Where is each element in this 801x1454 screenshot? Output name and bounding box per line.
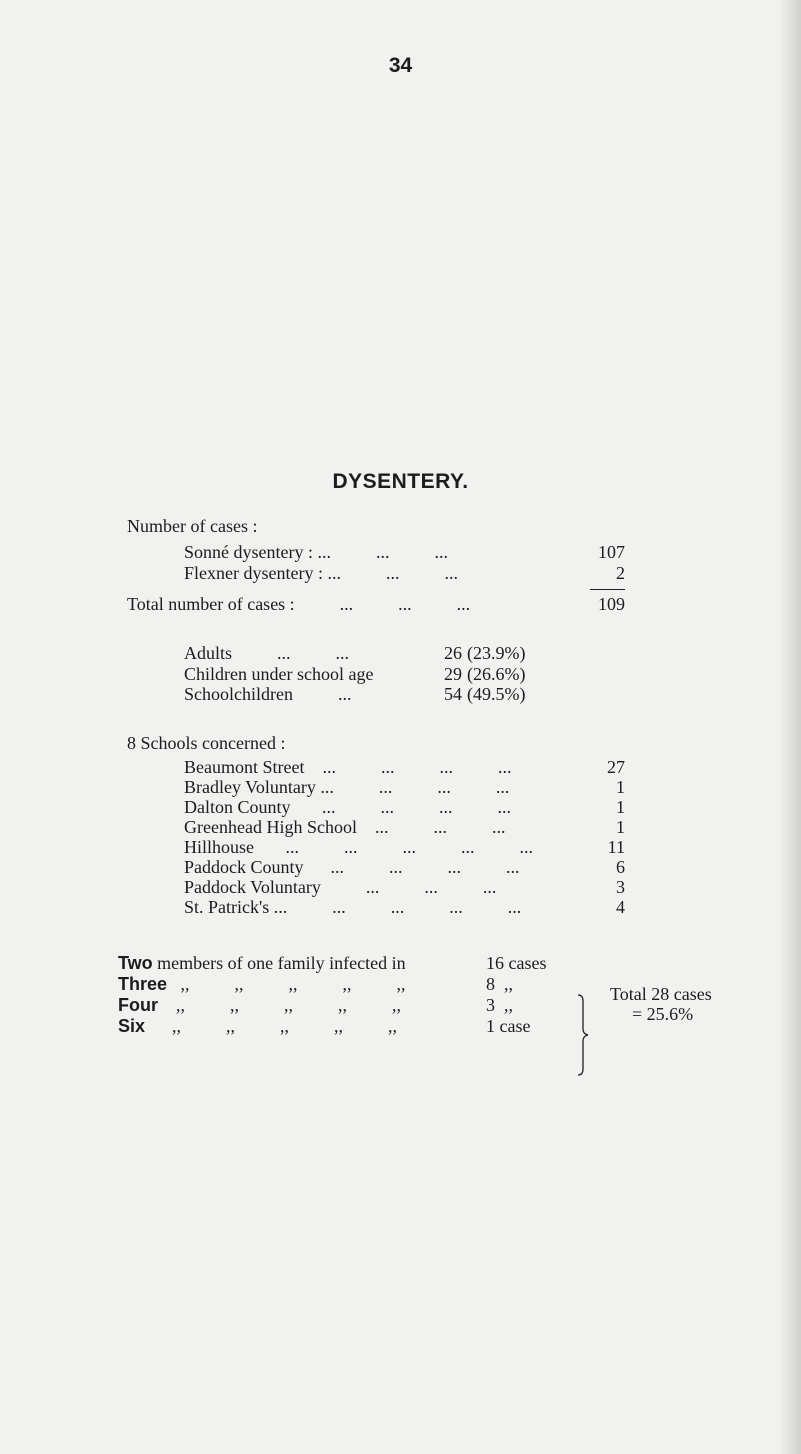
- family-total: Total 28 cases: [610, 984, 712, 1004]
- flexner-label: Flexner dysentery : ... ... ...: [184, 563, 458, 583]
- family-row-lead: Three: [118, 974, 168, 994]
- group-pct: (26.6%): [467, 664, 526, 684]
- school-value: 1: [616, 817, 625, 837]
- school-label: Dalton County ... ... ... ...: [184, 797, 511, 817]
- sum-rule: [590, 589, 625, 590]
- family-row: [118, 1016, 397, 1037]
- total-value: 109: [598, 594, 625, 614]
- school-label: Greenhead High School ... ... ...: [184, 817, 506, 837]
- group-count: 29: [444, 664, 462, 684]
- group-pct: (49.5%): [467, 684, 526, 704]
- school-value: 27: [607, 757, 625, 777]
- family-row-value: 16 cases: [486, 953, 547, 973]
- school-label: Bradley Voluntary ... ... ... ...: [184, 777, 510, 797]
- school-value: 1: [616, 777, 625, 797]
- school-label: Paddock Voluntary ... ... ...: [184, 877, 497, 897]
- family-row-text: ,, ,, ,, ,, ,,: [158, 995, 401, 1015]
- page-number: 34: [388, 54, 413, 77]
- school-label: Beaumont Street ... ... ... ...: [184, 757, 512, 777]
- school-value: 6: [616, 857, 625, 877]
- school-value: 11: [607, 837, 625, 857]
- school-value: 3: [616, 877, 625, 897]
- schools-heading: 8 Schools concerned :: [127, 733, 286, 753]
- flexner-value: 2: [616, 563, 625, 583]
- family-total-pct: = 25.6%: [632, 1004, 694, 1024]
- family-row-lead: Four: [118, 995, 158, 1015]
- family-row-text: ,, ,, ,, ,, ,,: [145, 1016, 398, 1036]
- family-row-value: 3 ,,: [486, 995, 513, 1015]
- sonne-value: 107: [598, 542, 625, 562]
- cases-heading: Number of cases :: [127, 516, 258, 536]
- sonne-label: Sonné dysentery : ... ... ...: [184, 542, 448, 562]
- family-row-text: members of one family infected in: [152, 953, 406, 973]
- family-row: [118, 953, 406, 974]
- school-value: 4: [616, 897, 625, 917]
- family-row-text: ,, ,, ,, ,, ,,: [167, 974, 406, 994]
- group-label: Adults ... ...: [184, 643, 350, 663]
- page-title: DYSENTERY.: [332, 470, 469, 493]
- group-label: Schoolchildren ...: [184, 684, 352, 704]
- family-row-lead: Two: [118, 953, 153, 973]
- total-label: Total number of cases : ... ... ...: [127, 594, 471, 614]
- family-row-value: 1 case: [486, 1016, 531, 1036]
- school-value: 1: [616, 797, 625, 817]
- group-pct: (23.9%): [467, 643, 526, 663]
- group-count: 26: [444, 643, 462, 663]
- school-label: Hillhouse ... ... ... ... ...: [184, 837, 533, 857]
- school-label: St. Patrick's ... ... ... ... ...: [184, 897, 522, 917]
- right-brace-icon: [576, 993, 590, 1077]
- family-row-lead: Six: [118, 1016, 146, 1036]
- family-row: [118, 995, 401, 1016]
- family-row-value: 8 ,,: [486, 974, 513, 994]
- group-count: 54: [444, 684, 462, 704]
- page-edge-shadow: [779, 0, 801, 1454]
- family-row: [118, 974, 406, 995]
- group-label: Children under school age: [184, 664, 374, 684]
- school-label: Paddock County ... ... ... ...: [184, 857, 520, 877]
